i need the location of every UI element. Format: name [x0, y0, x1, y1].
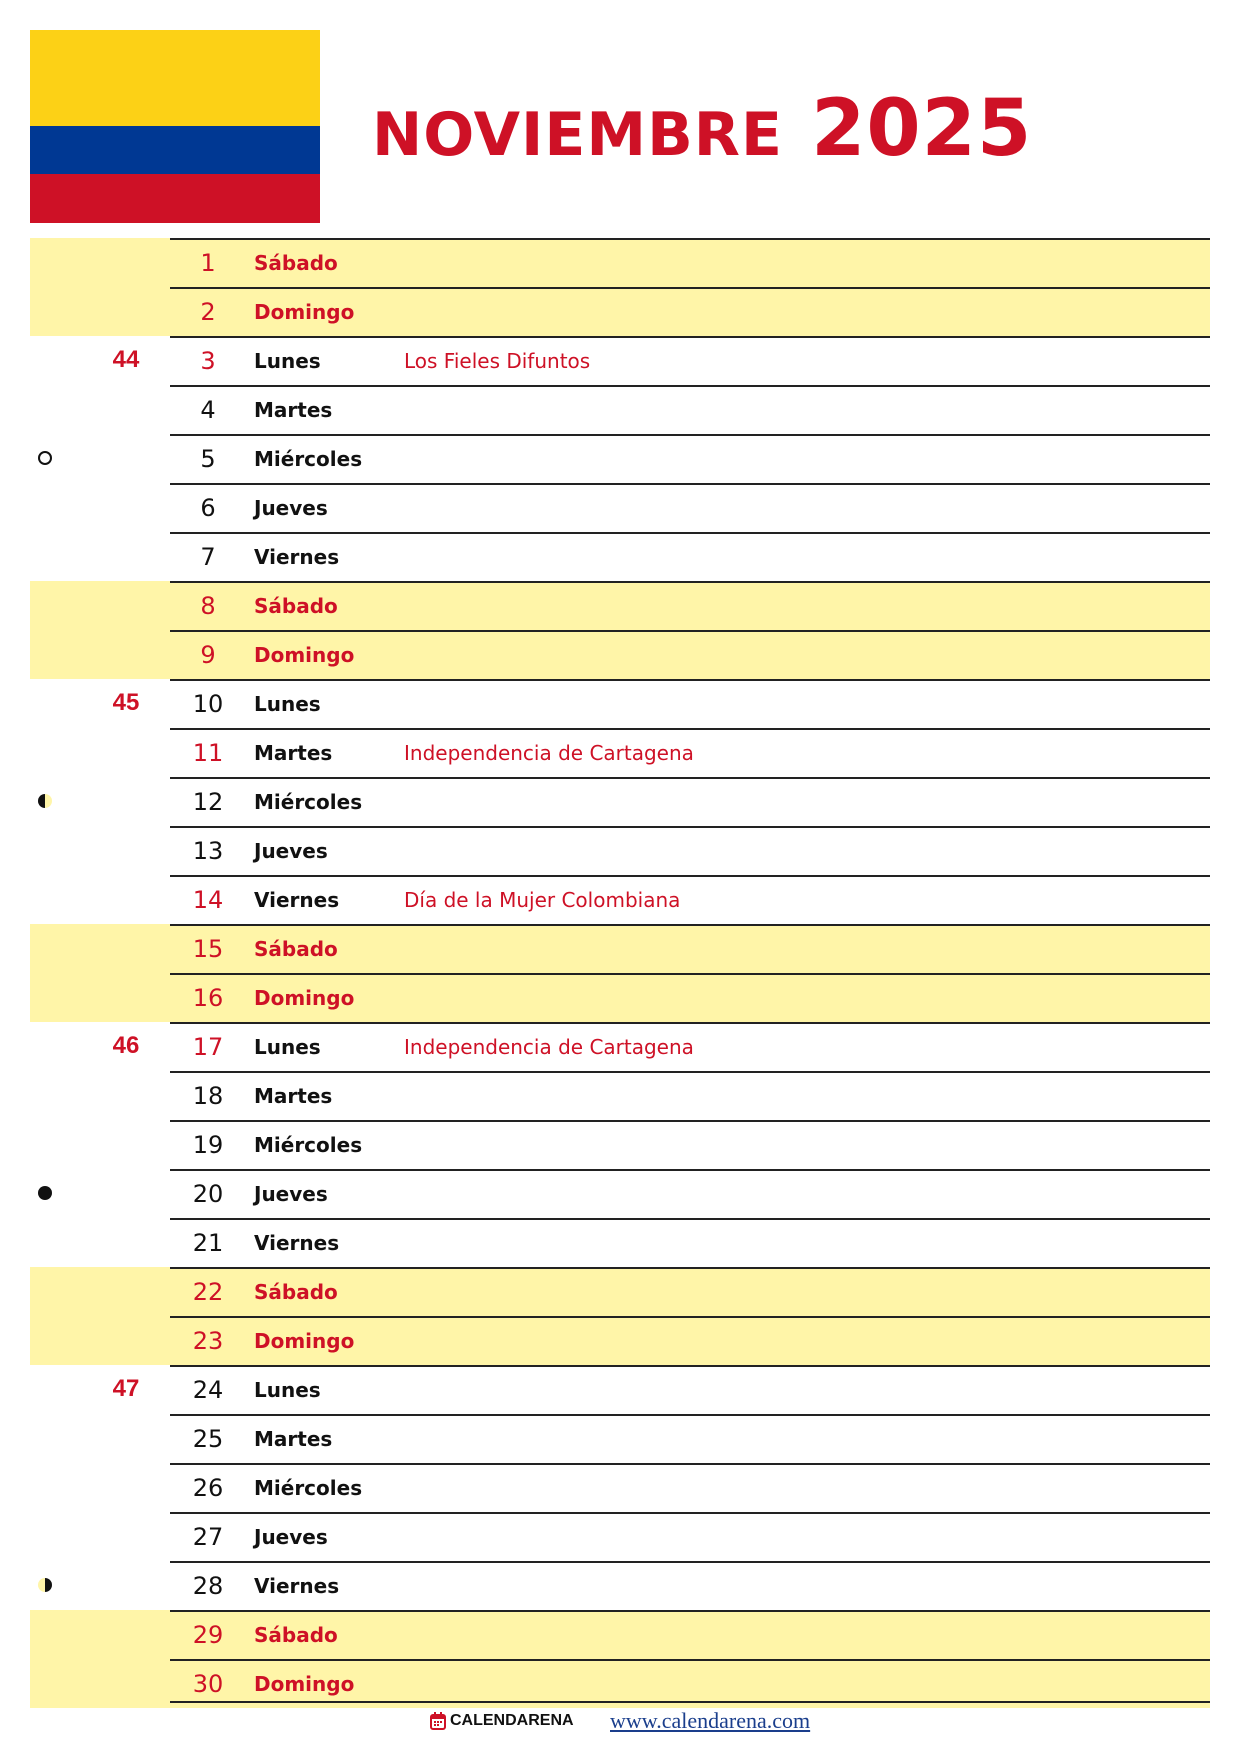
day-name: Lunes	[254, 1035, 321, 1059]
holiday-label: Independencia de Cartagena	[404, 741, 694, 765]
day-row	[0, 728, 1240, 777]
row-divider	[170, 287, 1210, 289]
title-year: 2025	[811, 84, 1033, 174]
week-number: 44	[112, 346, 140, 373]
bottom-divider	[170, 1701, 1210, 1703]
row-divider	[170, 581, 1210, 583]
day-name: Domingo	[254, 1329, 355, 1353]
row-divider	[170, 532, 1210, 534]
day-number: 10	[192, 690, 224, 718]
day-name: Domingo	[254, 300, 355, 324]
day-name: Viernes	[254, 1231, 340, 1255]
day-number: 23	[192, 1327, 224, 1355]
day-number: 30	[192, 1670, 224, 1698]
day-name: Sábado	[254, 1280, 338, 1304]
title-month: NOVIEMBRE	[372, 100, 783, 170]
day-name: Sábado	[254, 251, 338, 275]
day-number: 2	[200, 298, 216, 326]
day-row	[0, 1316, 1240, 1365]
day-number: 8	[200, 592, 216, 620]
day-number: 25	[192, 1425, 224, 1453]
day-row	[0, 875, 1240, 924]
day-number: 21	[192, 1229, 224, 1257]
day-row	[0, 434, 1240, 483]
day-row	[0, 1512, 1240, 1561]
row-divider	[170, 483, 1210, 485]
day-number: 28	[192, 1572, 224, 1600]
day-name: Sábado	[254, 594, 338, 618]
day-row	[0, 924, 1240, 973]
day-number: 1	[200, 249, 216, 277]
day-name: Miércoles	[254, 447, 363, 471]
day-name: Viernes	[254, 888, 340, 912]
day-row	[0, 826, 1240, 875]
day-name: Miércoles	[254, 1476, 363, 1500]
row-divider	[170, 1169, 1210, 1171]
day-number: 13	[192, 837, 224, 865]
day-number: 11	[192, 739, 224, 767]
day-number: 6	[200, 494, 216, 522]
day-row	[0, 287, 1240, 336]
day-number: 3	[200, 347, 216, 375]
day-name: Martes	[254, 1427, 333, 1451]
day-name: Jueves	[254, 496, 328, 520]
holiday-label: Los Fieles Difuntos	[404, 349, 591, 373]
day-row	[0, 1365, 1240, 1414]
day-number: 27	[192, 1523, 224, 1551]
row-divider	[170, 924, 1210, 926]
day-name: Martes	[254, 398, 333, 422]
row-divider	[170, 238, 1210, 240]
day-number: 29	[192, 1621, 224, 1649]
day-row	[0, 679, 1240, 728]
row-divider	[170, 1022, 1210, 1024]
row-divider	[170, 1218, 1210, 1220]
day-number: 14	[192, 886, 224, 914]
calendar-icon	[430, 1712, 446, 1730]
page-title	[372, 84, 1033, 174]
day-number: 17	[192, 1033, 224, 1061]
row-divider	[170, 679, 1210, 681]
row-divider	[170, 1512, 1210, 1514]
day-row	[0, 532, 1240, 581]
day-number: 26	[192, 1474, 224, 1502]
day-name: Jueves	[254, 1525, 328, 1549]
day-row	[0, 777, 1240, 826]
row-divider	[170, 875, 1210, 877]
row-divider	[170, 434, 1210, 436]
week-number: 46	[112, 1032, 140, 1059]
week-number: 47	[112, 1375, 140, 1402]
day-row	[0, 1022, 1240, 1071]
day-number: 18	[192, 1082, 224, 1110]
footer	[0, 1706, 1240, 1742]
moon-last-icon	[38, 794, 52, 808]
row-divider	[170, 1414, 1210, 1416]
brand-name: CALENDARENA	[450, 1712, 574, 1729]
day-row	[0, 581, 1240, 630]
day-row	[0, 1218, 1240, 1267]
day-name: Viernes	[254, 1574, 340, 1598]
flag-stripe-yellow	[30, 30, 320, 126]
row-divider	[170, 1267, 1210, 1269]
day-number: 4	[200, 396, 216, 424]
day-row	[0, 238, 1240, 287]
day-name: Martes	[254, 1084, 333, 1108]
row-divider	[170, 1659, 1210, 1661]
day-number: 15	[192, 935, 224, 963]
colombia-flag	[30, 30, 320, 223]
day-name: Lunes	[254, 692, 321, 716]
day-row	[0, 1169, 1240, 1218]
day-row	[0, 1267, 1240, 1316]
day-name: Martes	[254, 741, 333, 765]
day-name: Jueves	[254, 839, 328, 863]
day-name: Jueves	[254, 1182, 328, 1206]
day-list	[0, 238, 1240, 1708]
day-number: 22	[192, 1278, 224, 1306]
row-divider	[170, 385, 1210, 387]
row-divider	[170, 630, 1210, 632]
day-name: Miércoles	[254, 1133, 363, 1157]
day-name: Viernes	[254, 545, 340, 569]
day-name: Lunes	[254, 1378, 321, 1402]
moon-full-icon	[38, 451, 52, 465]
week-number: 45	[112, 689, 140, 716]
day-number: 9	[200, 641, 216, 669]
row-divider	[170, 1463, 1210, 1465]
row-divider	[170, 1610, 1210, 1612]
day-name: Miércoles	[254, 790, 363, 814]
day-row	[0, 336, 1240, 385]
brand	[430, 1712, 574, 1730]
day-name: Lunes	[254, 349, 321, 373]
day-number: 5	[200, 445, 216, 473]
day-number: 24	[192, 1376, 224, 1404]
holiday-label: Independencia de Cartagena	[404, 1035, 694, 1059]
day-row	[0, 1071, 1240, 1120]
row-divider	[170, 1120, 1210, 1122]
row-divider	[170, 1071, 1210, 1073]
moon-first-icon	[38, 1578, 52, 1592]
day-row	[0, 1610, 1240, 1659]
day-name: Domingo	[254, 986, 355, 1010]
row-divider	[170, 1365, 1210, 1367]
day-number: 7	[200, 543, 216, 571]
row-divider	[170, 826, 1210, 828]
day-name: Sábado	[254, 1623, 338, 1647]
day-name: Sábado	[254, 937, 338, 961]
row-divider	[170, 336, 1210, 338]
flag-stripe-blue	[30, 126, 320, 174]
row-divider	[170, 973, 1210, 975]
day-number: 16	[192, 984, 224, 1012]
day-row	[0, 483, 1240, 532]
row-divider	[170, 777, 1210, 779]
day-number: 12	[192, 788, 224, 816]
day-number: 20	[192, 1180, 224, 1208]
holiday-label: Día de la Mujer Colombiana	[404, 888, 681, 912]
day-number: 19	[192, 1131, 224, 1159]
day-row	[0, 1120, 1240, 1169]
row-divider	[170, 1316, 1210, 1318]
day-row	[0, 973, 1240, 1022]
day-row	[0, 1561, 1240, 1610]
day-name: Domingo	[254, 1672, 355, 1696]
day-row	[0, 630, 1240, 679]
website-link[interactable]: www.calendarena.com	[610, 1708, 811, 1733]
day-row	[0, 1414, 1240, 1463]
day-row	[0, 385, 1240, 434]
flag-stripe-red	[30, 174, 320, 223]
day-name: Domingo	[254, 643, 355, 667]
day-row	[0, 1463, 1240, 1512]
moon-new-icon	[38, 1186, 52, 1200]
row-divider	[170, 728, 1210, 730]
row-divider	[170, 1561, 1210, 1563]
